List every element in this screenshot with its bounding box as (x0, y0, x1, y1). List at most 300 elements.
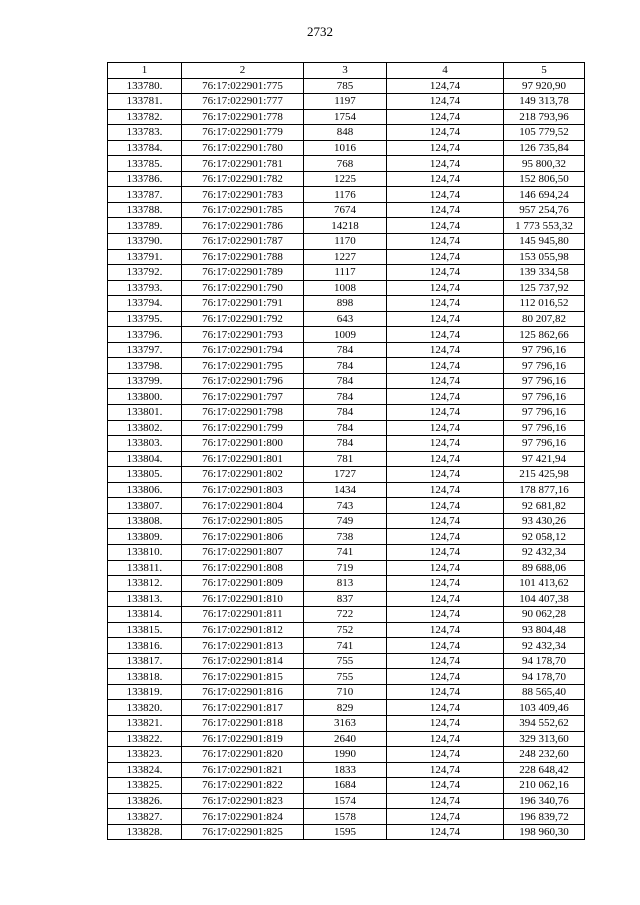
area-cell: 784 (304, 420, 387, 436)
rate-cell: 124,74 (387, 140, 504, 156)
amount-cell: 92 432,34 (504, 544, 585, 560)
table-row (108, 529, 585, 545)
amount-cell: 126 735,84 (504, 140, 585, 156)
header-row (108, 63, 585, 79)
area-cell: 1833 (304, 762, 387, 778)
column-header-1: 1 (108, 63, 182, 79)
amount-cell: 125 737,92 (504, 280, 585, 296)
rate-cell: 124,74 (387, 109, 504, 125)
amount-cell: 92 432,34 (504, 638, 585, 654)
cadastral-number-cell: 76:17:022901:800 (182, 436, 304, 452)
cadastral-number-cell: 76:17:022901:803 (182, 482, 304, 498)
cadastral-number-cell: 76:17:022901:782 (182, 171, 304, 187)
rate-cell: 124,74 (387, 420, 504, 436)
area-cell: 710 (304, 684, 387, 700)
amount-cell: 97 796,16 (504, 420, 585, 436)
row-number-cell: 133800. (108, 389, 182, 405)
row-number-cell: 133786. (108, 171, 182, 187)
cadastral-number-cell: 76:17:022901:791 (182, 296, 304, 312)
amount-cell: 329 313,60 (504, 731, 585, 747)
table-row (108, 327, 585, 343)
column-header-5: 5 (504, 63, 585, 79)
amount-cell: 1 773 553,32 (504, 218, 585, 234)
area-cell: 755 (304, 653, 387, 669)
area-cell: 7674 (304, 202, 387, 218)
table-row (108, 684, 585, 700)
rate-cell: 124,74 (387, 358, 504, 374)
row-number-cell: 133799. (108, 373, 182, 389)
amount-cell: 97 920,90 (504, 78, 585, 94)
rate-cell: 124,74 (387, 218, 504, 234)
rate-cell: 124,74 (387, 467, 504, 483)
row-number-cell: 133816. (108, 638, 182, 654)
rate-cell: 124,74 (387, 498, 504, 514)
amount-cell: 228 648,42 (504, 762, 585, 778)
row-number-cell: 133810. (108, 544, 182, 560)
rate-cell: 124,74 (387, 684, 504, 700)
row-number-cell: 133821. (108, 715, 182, 731)
rate-cell: 124,74 (387, 373, 504, 389)
rate-cell: 124,74 (387, 202, 504, 218)
rate-cell: 124,74 (387, 529, 504, 545)
table-row (108, 296, 585, 312)
table-row (108, 436, 585, 452)
table-body (108, 78, 585, 840)
area-cell: 784 (304, 358, 387, 374)
cadastral-number-cell: 76:17:022901:793 (182, 327, 304, 343)
area-cell: 1595 (304, 824, 387, 840)
area-cell: 1117 (304, 265, 387, 281)
row-number-cell: 133815. (108, 622, 182, 638)
cadastral-number-cell: 76:17:022901:794 (182, 342, 304, 358)
amount-cell: 394 552,62 (504, 715, 585, 731)
cadastral-number-cell: 76:17:022901:808 (182, 560, 304, 576)
amount-cell: 90 062,28 (504, 607, 585, 623)
cadastral-number-cell: 76:17:022901:792 (182, 311, 304, 327)
cadastral-number-cell: 76:17:022901:810 (182, 591, 304, 607)
row-number-cell: 133787. (108, 187, 182, 203)
table-row (108, 498, 585, 514)
amount-cell: 97 796,16 (504, 436, 585, 452)
table-row (108, 591, 585, 607)
table-row (108, 715, 585, 731)
area-cell: 784 (304, 436, 387, 452)
cadastral-number-cell: 76:17:022901:820 (182, 747, 304, 763)
row-number-cell: 133798. (108, 358, 182, 374)
rate-cell: 124,74 (387, 125, 504, 141)
rate-cell: 124,74 (387, 622, 504, 638)
area-cell: 1016 (304, 140, 387, 156)
area-cell: 781 (304, 451, 387, 467)
cadastral-number-cell: 76:17:022901:812 (182, 622, 304, 638)
cadastral-number-cell: 76:17:022901:779 (182, 125, 304, 141)
cadastral-number-cell: 76:17:022901:788 (182, 249, 304, 265)
rate-cell: 124,74 (387, 327, 504, 343)
row-number-cell: 133797. (108, 342, 182, 358)
amount-cell: 93 430,26 (504, 513, 585, 529)
table-row (108, 669, 585, 685)
row-number-cell: 133823. (108, 747, 182, 763)
cadastral-number-cell: 76:17:022901:789 (182, 265, 304, 281)
amount-cell: 97 421,94 (504, 451, 585, 467)
table-row (108, 171, 585, 187)
row-number-cell: 133801. (108, 405, 182, 421)
table-row (108, 793, 585, 809)
rate-cell: 124,74 (387, 778, 504, 794)
rate-cell: 124,74 (387, 171, 504, 187)
cadastral-number-cell: 76:17:022901:817 (182, 700, 304, 716)
rate-cell: 124,74 (387, 311, 504, 327)
rate-cell: 124,74 (387, 747, 504, 763)
area-cell: 784 (304, 405, 387, 421)
column-header-3: 3 (304, 63, 387, 79)
amount-cell: 93 804,48 (504, 622, 585, 638)
area-cell: 1434 (304, 482, 387, 498)
area-cell: 14218 (304, 218, 387, 234)
cadastral-number-cell: 76:17:022901:819 (182, 731, 304, 747)
table-row (108, 824, 585, 840)
row-number-cell: 133813. (108, 591, 182, 607)
area-cell: 1170 (304, 234, 387, 250)
table-row (108, 140, 585, 156)
rate-cell: 124,74 (387, 187, 504, 203)
row-number-cell: 133814. (108, 607, 182, 623)
row-number-cell: 133788. (108, 202, 182, 218)
table-row (108, 762, 585, 778)
amount-cell: 112 016,52 (504, 296, 585, 312)
cadastral-number-cell: 76:17:022901:775 (182, 78, 304, 94)
rate-cell: 124,74 (387, 544, 504, 560)
table-row (108, 576, 585, 592)
rate-cell: 124,74 (387, 762, 504, 778)
cadastral-number-cell: 76:17:022901:813 (182, 638, 304, 654)
row-number-cell: 133803. (108, 436, 182, 452)
table-row (108, 731, 585, 747)
cadastral-number-cell: 76:17:022901:805 (182, 513, 304, 529)
area-cell: 768 (304, 156, 387, 172)
cadastral-number-cell: 76:17:022901:807 (182, 544, 304, 560)
rate-cell: 124,74 (387, 731, 504, 747)
area-cell: 837 (304, 591, 387, 607)
rate-cell: 124,74 (387, 809, 504, 825)
table-row (108, 218, 585, 234)
row-number-cell: 133793. (108, 280, 182, 296)
table-row (108, 622, 585, 638)
table-row (108, 700, 585, 716)
table-row (108, 187, 585, 203)
rate-cell: 124,74 (387, 436, 504, 452)
amount-cell: 101 413,62 (504, 576, 585, 592)
area-cell: 898 (304, 296, 387, 312)
rate-cell: 124,74 (387, 265, 504, 281)
amount-cell: 80 207,82 (504, 311, 585, 327)
table-row (108, 249, 585, 265)
table-row (108, 638, 585, 654)
page-number: 2732 (307, 24, 333, 39)
amount-cell: 97 796,16 (504, 358, 585, 374)
rate-cell: 124,74 (387, 94, 504, 110)
row-number-cell: 133826. (108, 793, 182, 809)
area-cell: 784 (304, 373, 387, 389)
amount-cell: 105 779,52 (504, 125, 585, 141)
cadastral-number-cell: 76:17:022901:778 (182, 109, 304, 125)
rate-cell: 124,74 (387, 793, 504, 809)
cadastral-number-cell: 76:17:022901:790 (182, 280, 304, 296)
cadastral-number-cell: 76:17:022901:781 (182, 156, 304, 172)
row-number-cell: 133785. (108, 156, 182, 172)
area-cell: 2640 (304, 731, 387, 747)
cadastral-number-cell: 76:17:022901:815 (182, 669, 304, 685)
cadastral-number-cell: 76:17:022901:787 (182, 234, 304, 250)
rate-cell: 124,74 (387, 576, 504, 592)
table-row (108, 234, 585, 250)
row-number-cell: 133795. (108, 311, 182, 327)
row-number-cell: 133802. (108, 420, 182, 436)
area-cell: 1574 (304, 793, 387, 809)
rate-cell: 124,74 (387, 715, 504, 731)
cadastral-number-cell: 76:17:022901:804 (182, 498, 304, 514)
cadastral-number-cell: 76:17:022901:825 (182, 824, 304, 840)
area-cell: 3163 (304, 715, 387, 731)
row-number-cell: 133809. (108, 529, 182, 545)
amount-cell: 97 796,16 (504, 342, 585, 358)
row-number-cell: 133824. (108, 762, 182, 778)
rate-cell: 124,74 (387, 638, 504, 654)
row-number-cell: 133828. (108, 824, 182, 840)
row-number-cell: 133783. (108, 125, 182, 141)
amount-cell: 152 806,50 (504, 171, 585, 187)
cadastral-number-cell: 76:17:022901:811 (182, 607, 304, 623)
table-row (108, 778, 585, 794)
amount-cell: 104 407,38 (504, 591, 585, 607)
cadastral-number-cell: 76:17:022901:799 (182, 420, 304, 436)
table-row (108, 405, 585, 421)
cadastral-number-cell: 76:17:022901:809 (182, 576, 304, 592)
amount-cell: 218 793,96 (504, 109, 585, 125)
row-number-cell: 133794. (108, 296, 182, 312)
area-cell: 1008 (304, 280, 387, 296)
rate-cell: 124,74 (387, 249, 504, 265)
amount-cell: 198 960,30 (504, 824, 585, 840)
row-number-cell: 133807. (108, 498, 182, 514)
row-number-cell: 133792. (108, 265, 182, 281)
row-number-cell: 133811. (108, 560, 182, 576)
area-cell: 1227 (304, 249, 387, 265)
rate-cell: 124,74 (387, 591, 504, 607)
row-number-cell: 133784. (108, 140, 182, 156)
table-row (108, 451, 585, 467)
amount-cell: 153 055,98 (504, 249, 585, 265)
amount-cell: 210 062,16 (504, 778, 585, 794)
rate-cell: 124,74 (387, 296, 504, 312)
cadastral-number-cell: 76:17:022901:818 (182, 715, 304, 731)
table-row (108, 125, 585, 141)
row-number-cell: 133822. (108, 731, 182, 747)
table-row (108, 389, 585, 405)
cadastral-number-cell: 76:17:022901:786 (182, 218, 304, 234)
amount-cell: 145 945,80 (504, 234, 585, 250)
area-cell: 829 (304, 700, 387, 716)
amount-cell: 97 796,16 (504, 405, 585, 421)
rate-cell: 124,74 (387, 280, 504, 296)
cadastral-number-cell: 76:17:022901:783 (182, 187, 304, 203)
row-number-cell: 133780. (108, 78, 182, 94)
column-header-4: 4 (387, 63, 504, 79)
table-row (108, 467, 585, 483)
row-number-cell: 133806. (108, 482, 182, 498)
cadastral-number-cell: 76:17:022901:796 (182, 373, 304, 389)
table-header (108, 63, 585, 79)
row-number-cell: 133827. (108, 809, 182, 825)
cadastral-number-cell: 76:17:022901:814 (182, 653, 304, 669)
rate-cell: 124,74 (387, 824, 504, 840)
table-row (108, 109, 585, 125)
cadastral-number-cell: 76:17:022901:801 (182, 451, 304, 467)
cadastral-number-cell: 76:17:022901:822 (182, 778, 304, 794)
rate-cell: 124,74 (387, 156, 504, 172)
cadastral-number-cell: 76:17:022901:802 (182, 467, 304, 483)
area-cell: 752 (304, 622, 387, 638)
area-cell: 1727 (304, 467, 387, 483)
rate-cell: 124,74 (387, 513, 504, 529)
cadastral-number-cell: 76:17:022901:795 (182, 358, 304, 374)
area-cell: 1197 (304, 94, 387, 110)
amount-cell: 196 340,76 (504, 793, 585, 809)
cadastral-number-cell: 76:17:022901:785 (182, 202, 304, 218)
area-cell: 741 (304, 638, 387, 654)
amount-cell: 92 681,82 (504, 498, 585, 514)
amount-cell: 149 313,78 (504, 94, 585, 110)
row-number-cell: 133805. (108, 467, 182, 483)
row-number-cell: 133804. (108, 451, 182, 467)
table-row (108, 78, 585, 94)
cadastral-number-cell: 76:17:022901:821 (182, 762, 304, 778)
row-number-cell: 133819. (108, 684, 182, 700)
area-cell: 643 (304, 311, 387, 327)
row-number-cell: 133818. (108, 669, 182, 685)
row-number-cell: 133790. (108, 234, 182, 250)
table-row (108, 311, 585, 327)
table-row (108, 482, 585, 498)
amount-cell: 92 058,12 (504, 529, 585, 545)
amount-cell: 89 688,06 (504, 560, 585, 576)
area-cell: 738 (304, 529, 387, 545)
column-header-2: 2 (182, 63, 304, 79)
table-row (108, 513, 585, 529)
table-row (108, 156, 585, 172)
cadastral-number-cell: 76:17:022901:823 (182, 793, 304, 809)
row-number-cell: 133808. (108, 513, 182, 529)
rate-cell: 124,74 (387, 405, 504, 421)
rate-cell: 124,74 (387, 669, 504, 685)
area-cell: 1754 (304, 109, 387, 125)
row-number-cell: 133781. (108, 94, 182, 110)
area-cell: 1990 (304, 747, 387, 763)
row-number-cell: 133812. (108, 576, 182, 592)
area-cell: 722 (304, 607, 387, 623)
rate-cell: 124,74 (387, 342, 504, 358)
amount-cell: 88 565,40 (504, 684, 585, 700)
cadastral-register-table (107, 62, 585, 840)
table-row (108, 544, 585, 560)
amount-cell: 94 178,70 (504, 653, 585, 669)
table-row (108, 265, 585, 281)
amount-cell: 139 334,58 (504, 265, 585, 281)
table-row (108, 202, 585, 218)
amount-cell: 97 796,16 (504, 389, 585, 405)
table-row (108, 420, 585, 436)
area-cell: 1225 (304, 171, 387, 187)
table-row (108, 653, 585, 669)
area-cell: 719 (304, 560, 387, 576)
amount-cell: 248 232,60 (504, 747, 585, 763)
rate-cell: 124,74 (387, 560, 504, 576)
table-row (108, 280, 585, 296)
cadastral-number-cell: 76:17:022901:806 (182, 529, 304, 545)
table-row (108, 607, 585, 623)
amount-cell: 95 800,32 (504, 156, 585, 172)
row-number-cell: 133825. (108, 778, 182, 794)
table-row (108, 373, 585, 389)
amount-cell: 957 254,76 (504, 202, 585, 218)
area-cell: 1176 (304, 187, 387, 203)
amount-cell: 125 862,66 (504, 327, 585, 343)
row-number-cell: 133820. (108, 700, 182, 716)
row-number-cell: 133789. (108, 218, 182, 234)
rate-cell: 124,74 (387, 607, 504, 623)
area-cell: 784 (304, 342, 387, 358)
table-row (108, 94, 585, 110)
amount-cell: 103 409,46 (504, 700, 585, 716)
rate-cell: 124,74 (387, 389, 504, 405)
cadastral-number-cell: 76:17:022901:780 (182, 140, 304, 156)
amount-cell: 178 877,16 (504, 482, 585, 498)
area-cell: 785 (304, 78, 387, 94)
area-cell: 741 (304, 544, 387, 560)
cadastral-number-cell: 76:17:022901:797 (182, 389, 304, 405)
cadastral-number-cell: 76:17:022901:816 (182, 684, 304, 700)
amount-cell: 97 796,16 (504, 373, 585, 389)
cadastral-number-cell: 76:17:022901:777 (182, 94, 304, 110)
amount-cell: 94 178,70 (504, 669, 585, 685)
area-cell: 755 (304, 669, 387, 685)
amount-cell: 196 839,72 (504, 809, 585, 825)
rate-cell: 124,74 (387, 653, 504, 669)
table-row (108, 342, 585, 358)
area-cell: 749 (304, 513, 387, 529)
row-number-cell: 133796. (108, 327, 182, 343)
table-row (108, 358, 585, 374)
rate-cell: 124,74 (387, 451, 504, 467)
table-row (108, 809, 585, 825)
amount-cell: 146 694,24 (504, 187, 585, 203)
area-cell: 743 (304, 498, 387, 514)
area-cell: 848 (304, 125, 387, 141)
cadastral-number-cell: 76:17:022901:798 (182, 405, 304, 421)
amount-cell: 215 425,98 (504, 467, 585, 483)
area-cell: 784 (304, 389, 387, 405)
rate-cell: 124,74 (387, 700, 504, 716)
rate-cell: 124,74 (387, 234, 504, 250)
rate-cell: 124,74 (387, 482, 504, 498)
row-number-cell: 133782. (108, 109, 182, 125)
rate-cell: 124,74 (387, 78, 504, 94)
area-cell: 1684 (304, 778, 387, 794)
table-row (108, 560, 585, 576)
row-number-cell: 133817. (108, 653, 182, 669)
row-number-cell: 133791. (108, 249, 182, 265)
area-cell: 813 (304, 576, 387, 592)
